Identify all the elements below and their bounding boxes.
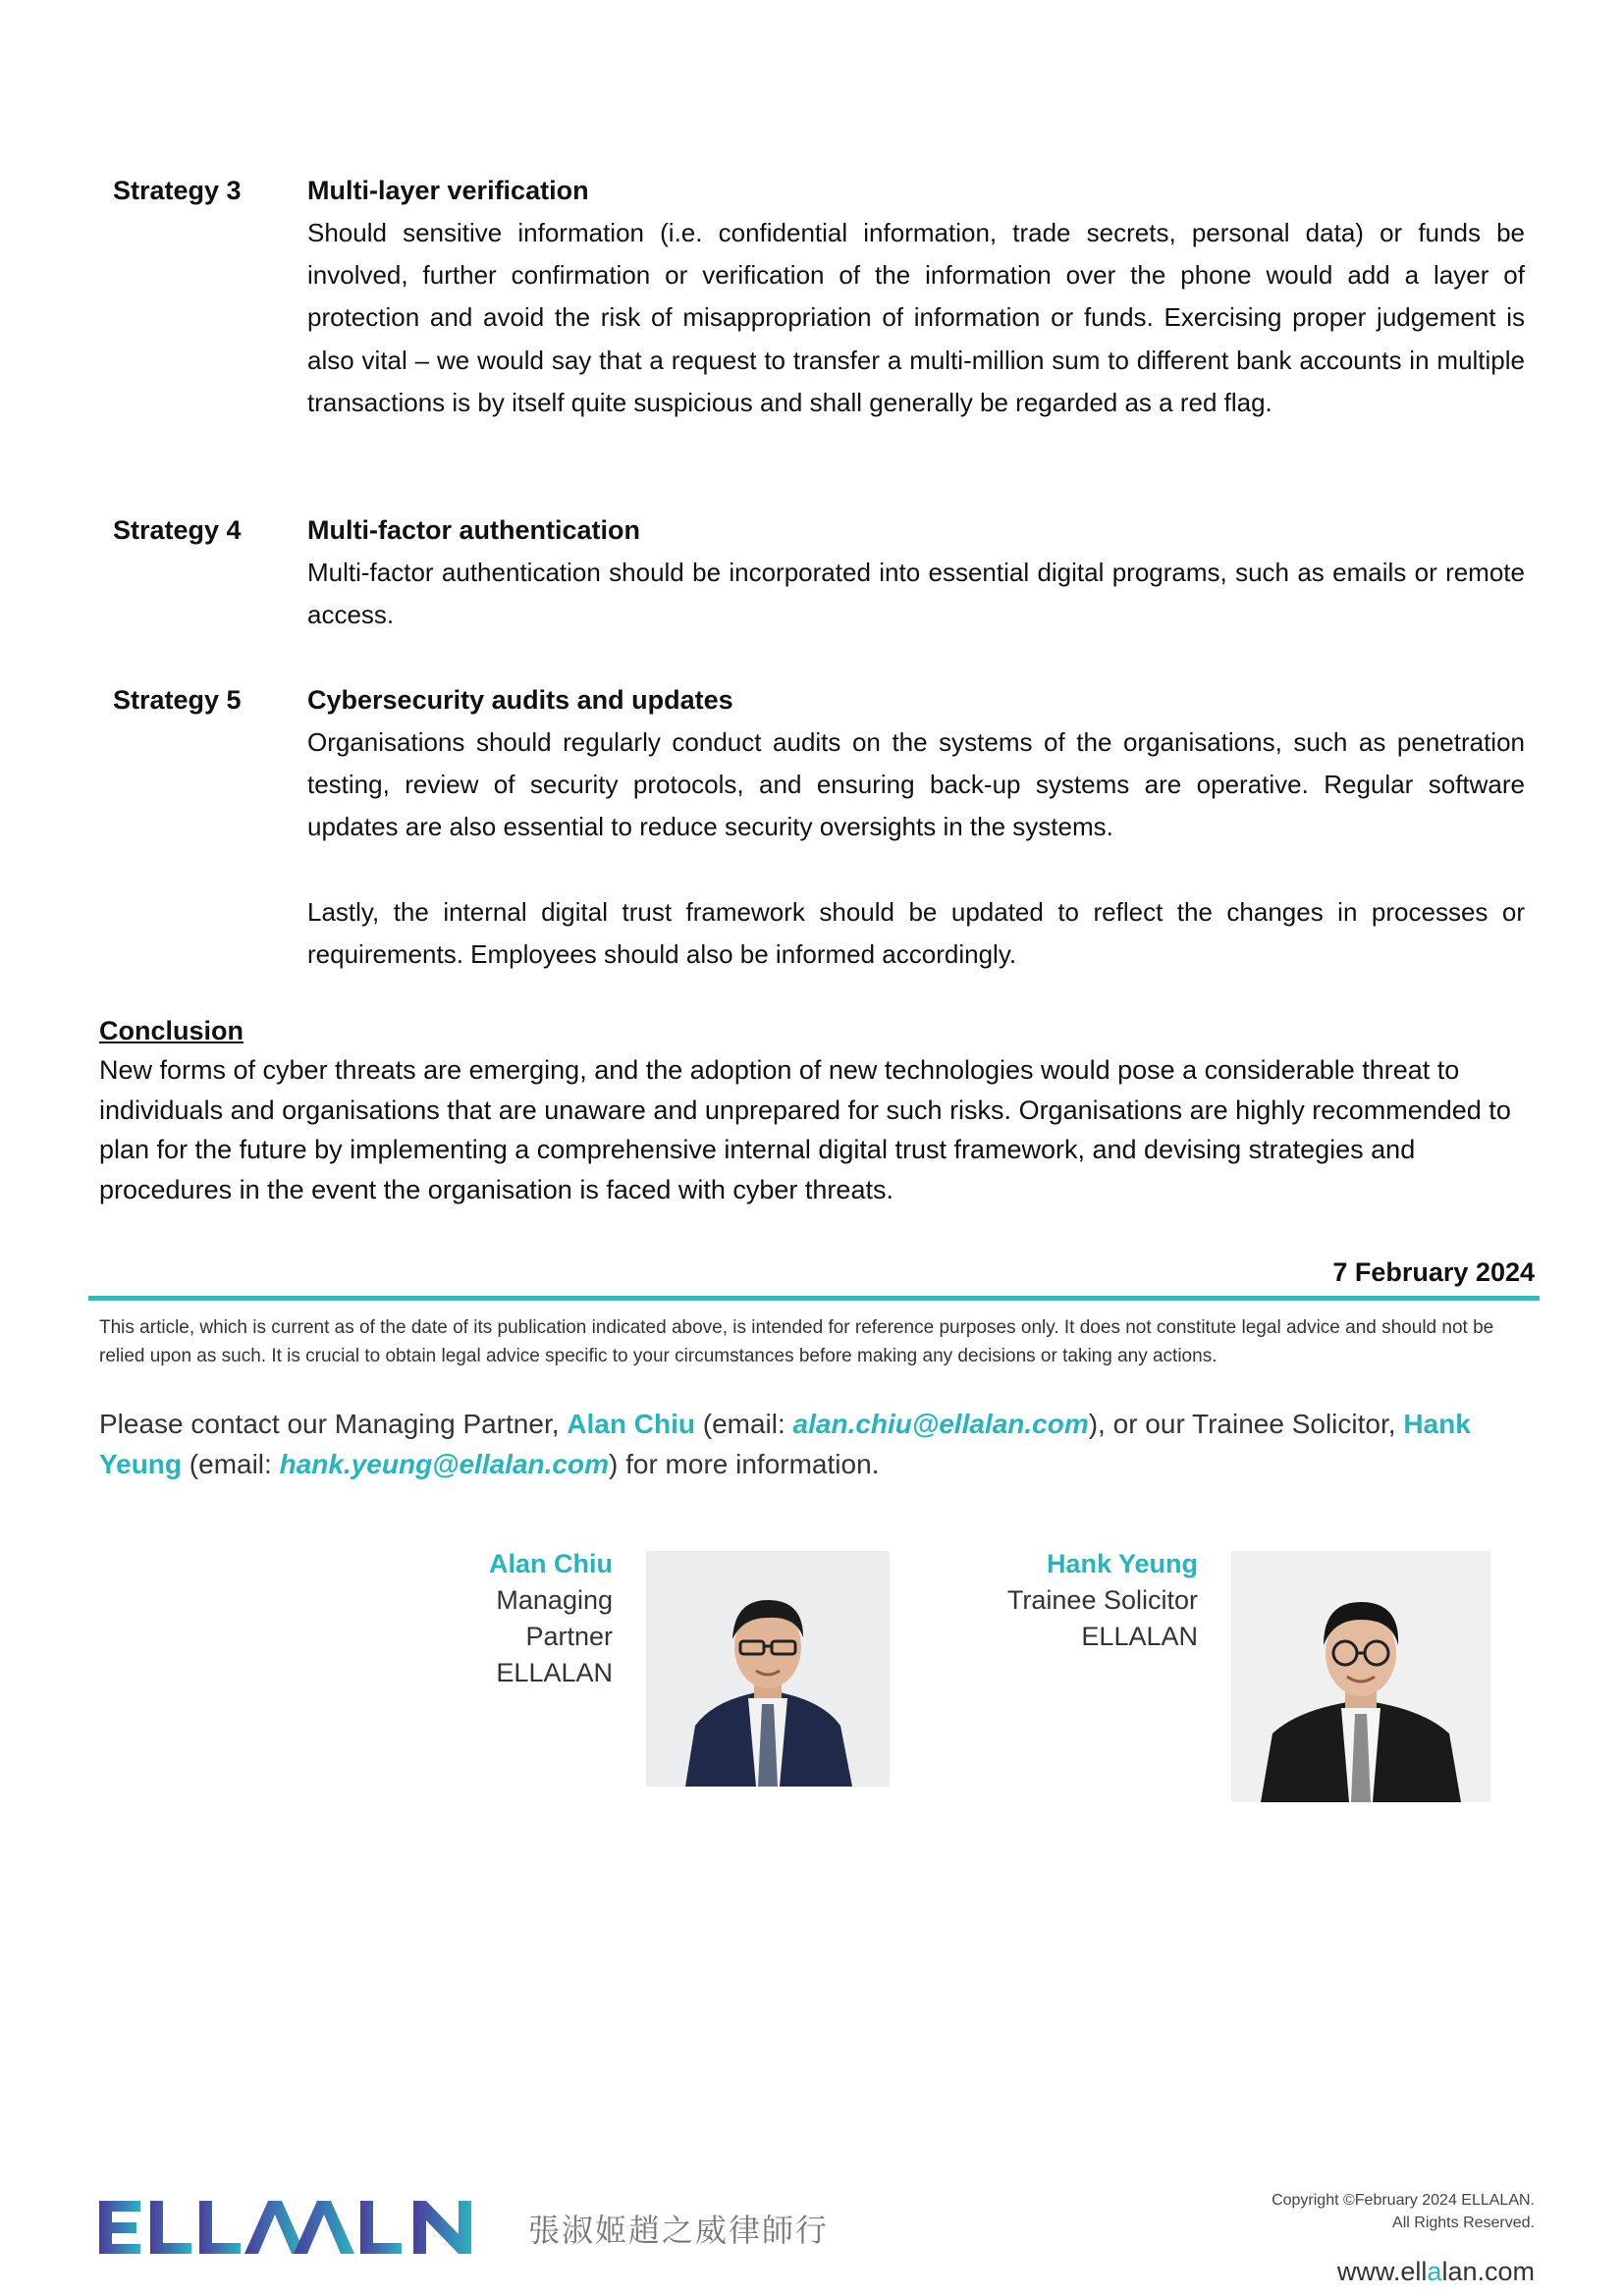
conclusion-text: New forms of cyber threats are emerging, and the adoption of new technologies would pose a considerable threat to individuals and organisations that are unaware and unprepared for such risks. Organisations are highly recommended to plan for the future by implementing a comprehensive internal digital trust framework, and devising strategies and procedures in the event the organisation is faced with cyber threats. bbox=[99, 1055, 1511, 1204]
person-name: Alan Chiu bbox=[489, 1549, 613, 1578]
contact-text: (email: bbox=[182, 1449, 280, 1479]
person-title: Trainee Solicitor bbox=[1006, 1585, 1198, 1615]
strategy-body bbox=[307, 509, 1525, 636]
strategy-paragraph: Lastly, the internal digital trust framework should be updated to reflect the changes in processes or requirements. Employees should also be informed accordingly. bbox=[307, 896, 1525, 969]
strategy-title: Multi-factor authentication bbox=[307, 515, 640, 545]
portrait-photo-alan bbox=[646, 1551, 890, 1787]
contact-text: (email: bbox=[694, 1409, 793, 1439]
website-accent: a bbox=[1427, 2257, 1442, 2286]
contact-name-alan: Alan Chiu bbox=[567, 1409, 695, 1439]
website-text: lan.com bbox=[1441, 2257, 1535, 2286]
conclusion-heading: Conclusion bbox=[99, 1016, 244, 1045]
person-firm: ELLALAN bbox=[1081, 1622, 1198, 1651]
firm-chinese-name: 張淑姬趙之威律師行 bbox=[528, 2212, 830, 2249]
strategy-title: Multi-layer verification bbox=[307, 176, 589, 205]
person-name: Hank Yeung bbox=[1046, 1549, 1198, 1578]
person-title: Managing bbox=[496, 1585, 613, 1615]
portrait-photo-hank bbox=[1231, 1551, 1490, 1802]
strategy-label: Strategy 4 bbox=[113, 515, 242, 545]
website-link[interactable] bbox=[1337, 2254, 1535, 2289]
strategy-title: Cybersecurity audits and updates bbox=[307, 685, 733, 715]
copyright-line: All Rights Reserved. bbox=[1392, 2215, 1535, 2231]
strategy-body bbox=[307, 170, 1525, 424]
strategy-paragraph: Multi-factor authentication should be incorporated into essential digital programs, such as emails or remote access. bbox=[307, 558, 1525, 630]
strategy-paragraph: Organisations should regularly conduct audits on the systems of the organisations, such as penetration testing, review of security protocols, and ensuring back-up systems are operative. Regular software updates are also essential to reduce security oversights in the systems. bbox=[307, 727, 1525, 842]
person-card-hank bbox=[1007, 1546, 1198, 1655]
website-text: www.ell bbox=[1336, 2257, 1428, 2286]
ellalan-logo bbox=[97, 2199, 482, 2256]
email-link-alan[interactable]: alan.chiu@ellalan.com bbox=[792, 1409, 1089, 1439]
contact-text: Please contact our Managing Partner, bbox=[99, 1409, 568, 1439]
strategy-paragraph: Should sensitive information (i.e. confidential information, trade secrets, personal data) or funds be involved, further confirmation or verification of the information over the phone would add a layer of protection and avoid the risk of misappropriation of information or funds. Exercising proper judgement is also vital – we would say that a request to transfer a multi-million sum to different bank accounts in multiple transactions is by itself quite suspicious and shall generally be regarded as a red flag. bbox=[307, 218, 1525, 417]
conclusion-section bbox=[99, 1011, 1540, 1209]
publication-date: 7 February 2024 bbox=[1332, 1257, 1535, 1287]
strategy-label: Strategy 3 bbox=[113, 176, 242, 205]
email-link-hank[interactable]: hank.yeung@ellalan.com bbox=[279, 1449, 609, 1479]
divider bbox=[88, 1296, 1540, 1301]
strategy-label: Strategy 5 bbox=[113, 685, 242, 715]
contact-name-hank: Hank Yeung bbox=[99, 1409, 1471, 1479]
person-firm: ELLALAN bbox=[496, 1658, 613, 1687]
portrait-image bbox=[646, 1551, 890, 1787]
contact-paragraph bbox=[99, 1404, 1543, 1484]
strategy-body bbox=[307, 679, 1525, 976]
contact-text: ) for more information. bbox=[609, 1449, 880, 1479]
copyright-notice bbox=[1272, 2189, 1535, 2234]
person-card-alan bbox=[489, 1546, 613, 1691]
contact-text: ), or our Trainee Solicitor, bbox=[1088, 1409, 1404, 1439]
disclaimer: This article, which is current as of the date of its publication indicated above, is intended for reference purposes only. It does not constitute legal advice and should not be relied upon as such. It is crucial to obtain legal advice specific to your circumstances before making any decisions or taking any actions. bbox=[99, 1317, 1494, 1366]
copyright-line: Copyright ©February 2024 ELLALAN. bbox=[1272, 2192, 1535, 2209]
person-title: Partner bbox=[525, 1622, 613, 1651]
portrait-image bbox=[1231, 1551, 1490, 1802]
